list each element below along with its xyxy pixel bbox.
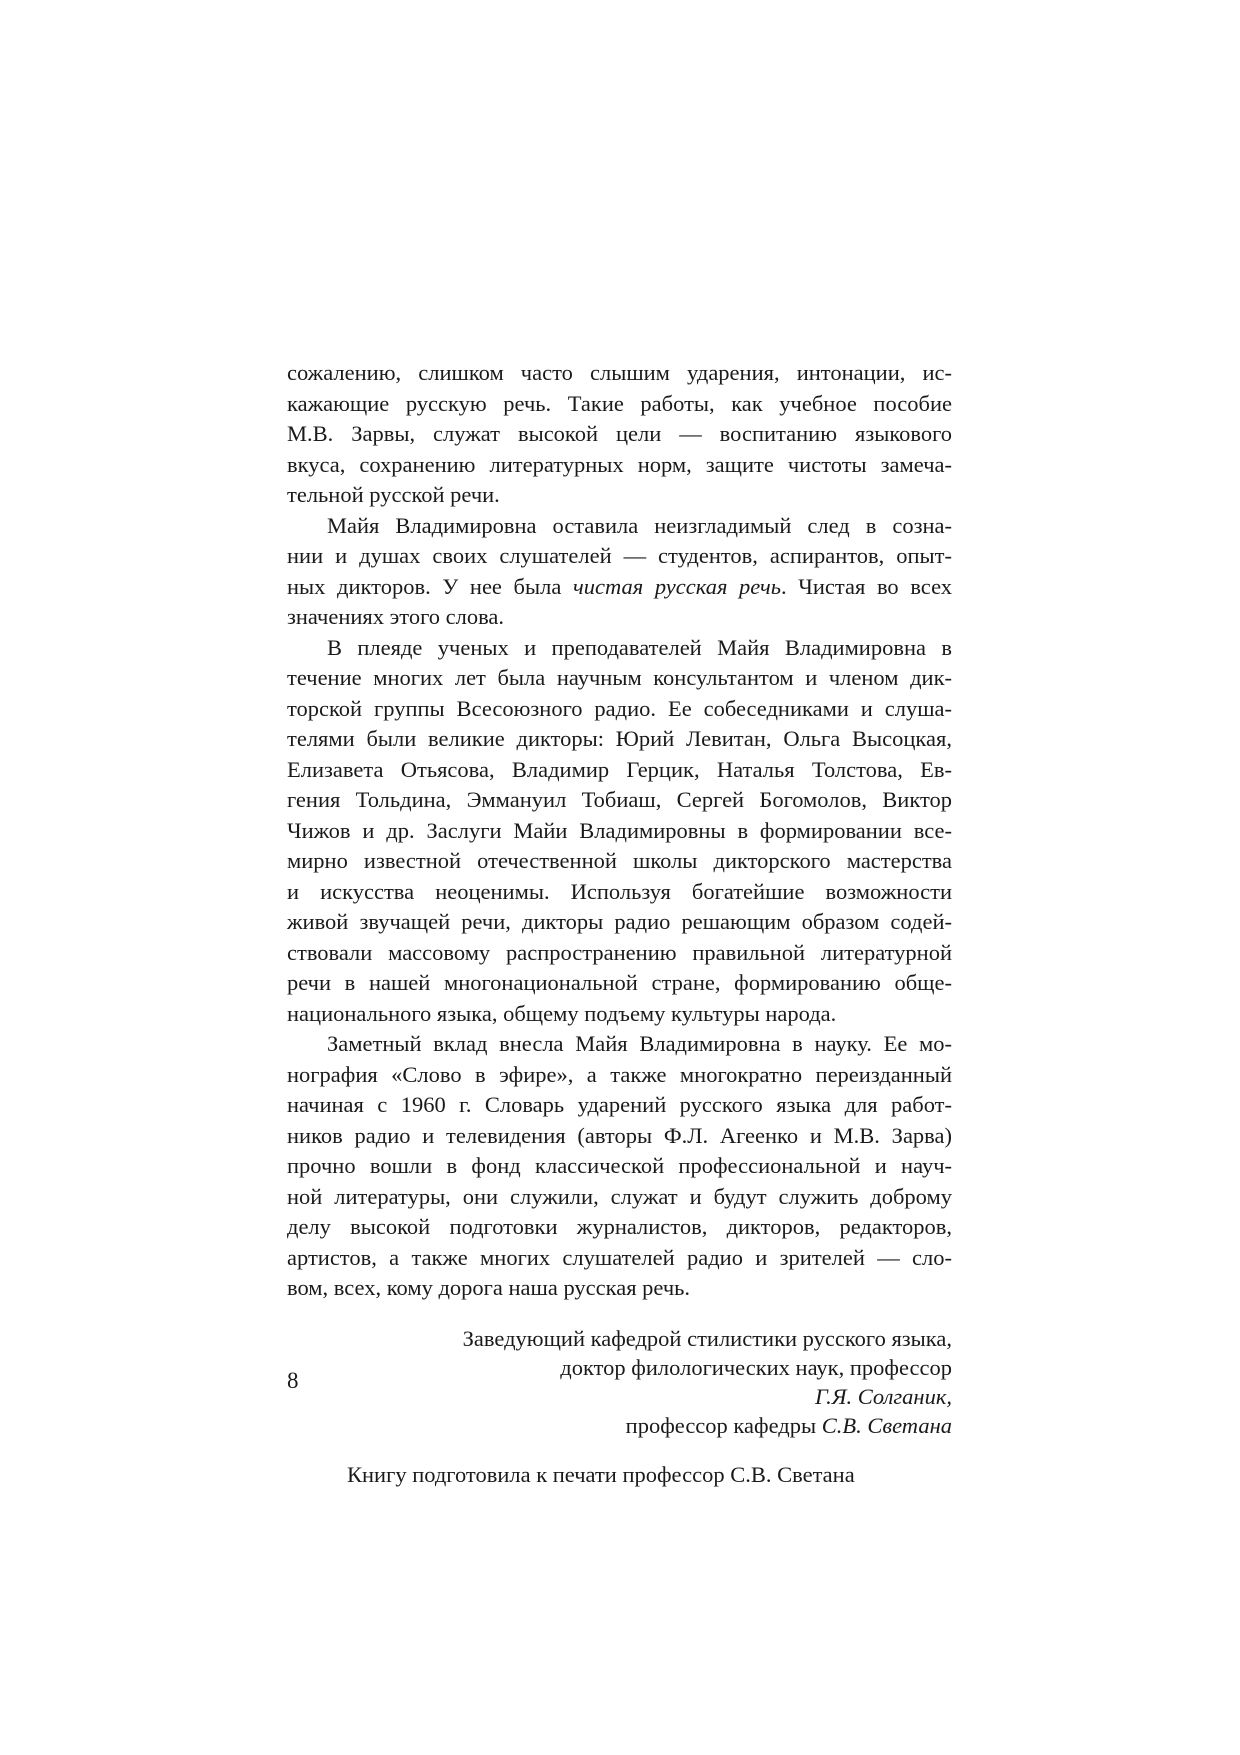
text-line: делу высокой подготовки журналистов, дикторов, редакторов, (287, 1214, 952, 1239)
text-line: нография «Слово в эфире», а также многократно переизданный (287, 1061, 952, 1087)
text-line: В плеяде ученых и преподавателей Майя Владимировна в (327, 634, 952, 660)
signature-position: Заведующий кафедрой стилистики русского языка, (462, 1325, 952, 1351)
text-line: живой звучащей речи, дикторы радио решающим образом содей- (287, 909, 952, 934)
text-line: и искусства неоценимы. Используя богатейшие возможности (287, 878, 952, 904)
text-line: гения Тольдина, Эммануил Тобиаш, Сергей Богомолов, Виктор (287, 787, 952, 812)
text-line: значениях этого слова. (287, 604, 505, 629)
text-line: тельной русской речи. (287, 482, 500, 507)
text-line: Заметный вклад внесла Майя Владимировна в науку. Ее мо- (327, 1031, 952, 1056)
text-line: телями были великие дикторы: Юрий Левитан, Ольга Высоцкая, (287, 726, 952, 751)
text-line: нии и душах своих слушателей — студентов, аспирантов, опыт- (287, 543, 952, 568)
text-line: артистов, а также многих слушателей радио и зрителей — сло- (287, 1244, 952, 1270)
text-line: национального языка, общему подъему культуры народа. (287, 1000, 837, 1026)
signature-role: профессор кафедры (625, 1412, 822, 1438)
signature-name-solganik: Г.Я. Солганик, (814, 1383, 952, 1409)
text-line: Елизавета Отьясова, Владимир Герцик, Наталья Толстова, Ев- (287, 756, 952, 782)
text-line: ников радио и телевидения (авторы Ф.Л. Агеенко и М.В. Зарва) (287, 1122, 952, 1148)
text-line: вом, всех, кому дорога наша русская речь. (287, 1275, 691, 1300)
text-line: прочно вошли в фонд классической профессиональной и науч- (287, 1153, 952, 1178)
text-line: мирно известной отечественной школы дикторского мастерства (287, 848, 952, 873)
text-segment: . Чистая во всех (780, 573, 953, 599)
text-line: Майя Владимировна оставила неизгладимый след в созна- (327, 512, 952, 538)
signature-degree: доктор филологических наук, профессор (560, 1354, 952, 1380)
text-line: вкуса, сохранению литературных норм, защите чистоты замеча- (287, 451, 952, 477)
page-number: 8 (287, 1368, 299, 1393)
text-line: течение многих лет была научным консультантом и членом дик- (287, 665, 952, 690)
text-segment: ных дикторов. У нее была (287, 573, 573, 599)
text-line: М.В. Зарвы, служат высокой цели — воспитанию языкового (287, 421, 952, 446)
text-line: ствовали массовому распространению правильной литературной (287, 939, 952, 965)
text-line: начиная с 1960 г. Словарь ударений русского языка для работ- (287, 1092, 952, 1117)
text-line: речи в нашей многонациональной стране, формированию обще- (287, 970, 952, 995)
signature-professor-line (626, 1411, 952, 1441)
text-line: кажающие русскую речь. Такие работы, как учебное пособие (287, 390, 952, 416)
italic-phrase: чистая русская речь (572, 573, 781, 599)
text-line: торской группы Всесоюзного радио. Ее собеседниками и слуша- (287, 695, 952, 721)
text-line: Чижов и др. Заслуги Майи Владимировны в формировании все- (287, 817, 952, 843)
text-line (287, 572, 952, 602)
text-line: ной литературы, они служили, служат и будут служить доброму (287, 1183, 952, 1209)
text-line: сожалению, слишком часто слышим ударения, интонации, ис- (287, 360, 952, 385)
editor-note: Книгу подготовила к печати профессор С.В. Светана (347, 1461, 855, 1487)
signature-name-svetana: С.В. Светана (821, 1412, 952, 1438)
